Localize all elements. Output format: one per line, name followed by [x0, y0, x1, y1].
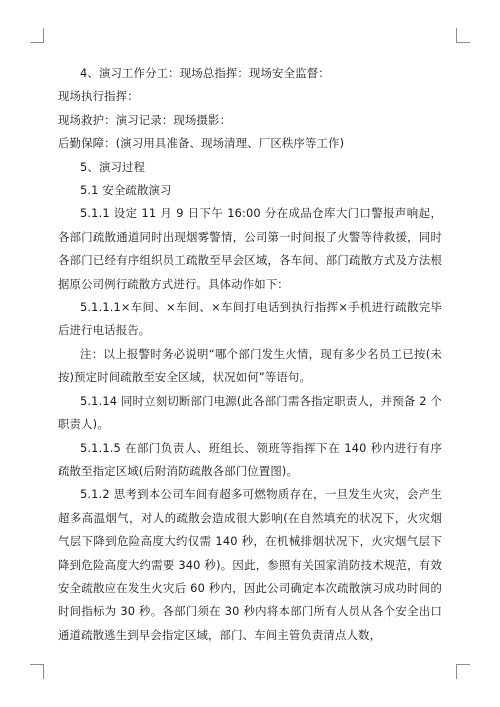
- crop-mark-top-right-h: [457, 42, 470, 43]
- paragraph-5-1-1-1: 5.1.1.1×车间、×车间、×车间打电话到执行指挥×手机进行疏散完毕后进行电话报告。: [58, 300, 442, 338]
- paragraph-5-1-14: 5.1.14 同时立刻切断部门电源(此各部门需各指定职责人，并预备 2 个职责人)。: [58, 393, 442, 432]
- paragraph-5-1-1: 5.1.1 设定 11 月 9 日下午 16:00 分在成品仓库大门口警报声响起，各部门疏散通道同时出现烟雾警情，公司第一时间报了火警等待救援，同时各部门已经有序组织员工疏散至早会区域，各车间、部门疏散方式及方法根据原公司例行疏散方式进行。具体动作如下：: [58, 206, 442, 291]
- line-rescue-record-photo: 现场救护：演习记录：现场摄影：: [58, 112, 232, 127]
- crop-mark-bottom-right-h: [457, 664, 470, 665]
- section-5-heading: 5、演习过程: [80, 159, 146, 174]
- crop-mark-bottom-left-v: [43, 664, 44, 679]
- crop-mark-top-left-h: [30, 42, 43, 43]
- crop-mark-top-right-v: [456, 28, 457, 43]
- document-body: [58, 62, 442, 647]
- paragraph-note: 注：以上报警时务必说明“哪个部门发生火情，现有多少名员工已按(未按)预定时间疏散至安全区域，状况如何”等语句。: [58, 346, 442, 385]
- crop-mark-bottom-left-h: [30, 664, 43, 665]
- paragraph-5-1-2: 5.1.2 思考到本公司车间有超多可燃物质存在，一旦发生火灾，会产生超多高温烟气，对人的疏散会造成很大影响(在自然填充的状况下，火灾烟气层下降到危险高度大约仅需 140 秒，在机械排烟状况下，火灾烟气层下降到危险高度大约需要 340 秒)。因此，参照有关国家消防技术规范，有效安全疏散应在发生火灾后 60 秒内，因此公司确定本次疏散演习成功时间的时间指标为 30 秒。各部门须在 30 秒内将本部门所有人员从各个安全出口通道疏散逃生到早会指定区域，部门、车间主管负责清点人数，: [58, 487, 442, 642]
- line-logistics: 后勤保障：(演习用具准备、现场清理、厂区秩序等工作): [58, 136, 345, 151]
- subsection-5-1-heading: 5.1 安全疏散演习: [80, 183, 172, 198]
- crop-mark-bottom-right-v: [456, 664, 457, 679]
- crop-mark-top-left-v: [43, 28, 44, 43]
- paragraph-5-1-1-5: 5.1.1.5 在部门负责人、班组长、领班等指挥下在 140 秒内进行有序疏散至指定区域(后附消防疏散各部门位置图)。: [58, 440, 442, 478]
- line-executive-command: 现场执行指挥：: [58, 89, 139, 104]
- section-4-heading: 4、演习工作分工：现场总指挥：现场安全监督：: [80, 66, 330, 80]
